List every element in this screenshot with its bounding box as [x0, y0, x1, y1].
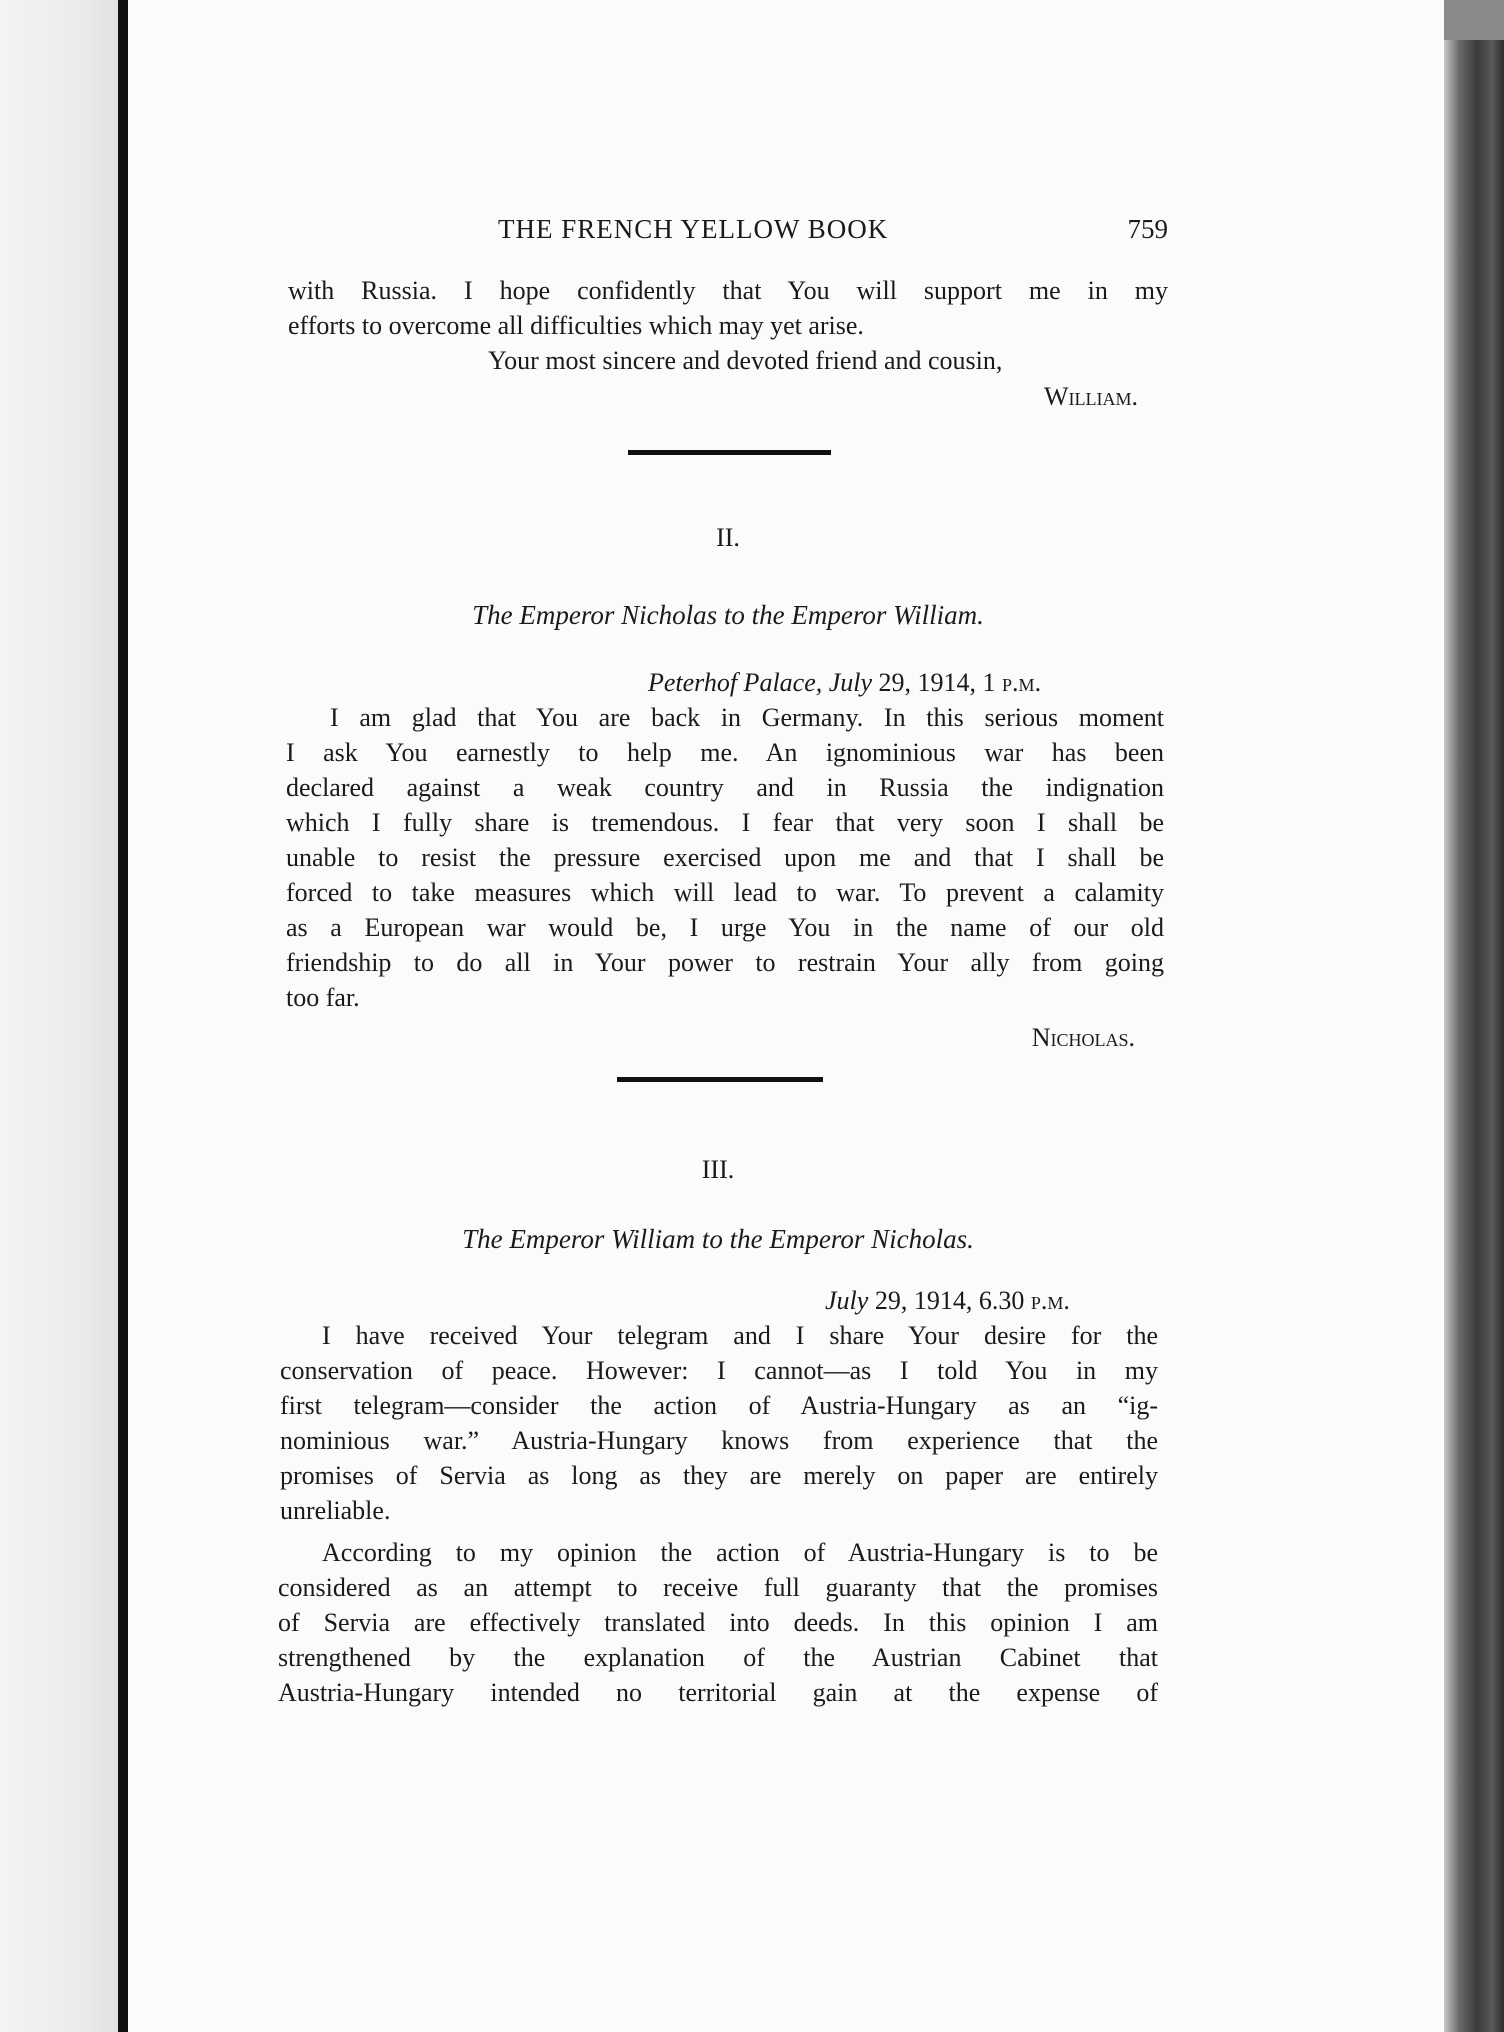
section3-p2-line-1: According to my opinion the action of Austria-Hungary is to be: [322, 1538, 1158, 1567]
section3-p2-line-2: considered as an attempt to receive full guaranty that the promises: [278, 1573, 1158, 1602]
section3-p1-line-5: promises of Servia as long as they are merely on paper are entirely: [280, 1461, 1158, 1490]
left-page-edge: [0, 0, 118, 2032]
letter1-closing: Your most sincere and devoted friend and cousin,: [488, 346, 1003, 375]
right-edge-top: [1444, 0, 1504, 40]
section3-p2-line-4: strengthened by the explanation of the Austrian Cabinet that: [278, 1643, 1158, 1672]
section3-p1-line-1: I have received Your telegram and I share Your desire for the: [322, 1321, 1158, 1350]
section2-dateline-place: Peterhof Palace, July: [648, 668, 873, 697]
section3-p2-line-5: Austria-Hungary intended no territorial gain at the expense of: [278, 1678, 1158, 1707]
section2-line-7: as a European war would be, I urge You in the name of our old: [286, 913, 1164, 942]
section2-number: II.: [716, 523, 740, 552]
section2-line-4: which I fully share is tremendous. I fear that very soon I shall be: [286, 808, 1164, 837]
page-number: 759: [1127, 214, 1168, 244]
section-divider-2: [617, 1077, 823, 1082]
section2-line-3: declared against a weak country and in Russia the indignation: [286, 773, 1164, 802]
section2-dateline-time: p.m.: [1002, 668, 1042, 697]
section2-last-line: too far.: [286, 983, 360, 1012]
binding-shadow: [118, 0, 128, 2032]
section3-dateline-place: July: [825, 1286, 869, 1315]
section3-heading: The Emperor William to the Emperor Nicholas.: [462, 1224, 974, 1254]
section2-dateline-date: 29, 1914, 1: [878, 668, 996, 697]
section3-p1-line-3: first telegram—consider the action of Austria-Hungary as an “ig-: [280, 1391, 1158, 1420]
section3-dateline-date: 29, 1914, 6.30: [874, 1286, 1025, 1315]
section3-p1-line-2: conservation of peace. However: I cannot—as I told You in my: [280, 1356, 1158, 1385]
section3-p1-line-4: nominious war.” Austria-Hungary knows from experience that the: [280, 1426, 1158, 1455]
section2-dateline: [648, 665, 1041, 700]
letter1-line-2: efforts to overcome all difficulties which may yet arise.: [288, 311, 864, 340]
section2-line-5: unable to resist the pressure exercised upon me and that I shall be: [286, 843, 1164, 872]
running-title: THE FRENCH YELLOW BOOK: [498, 214, 889, 244]
section2-line-8: friendship to do all in Your power to restrain Your ally from going: [286, 948, 1164, 977]
section2-signature: Nicholas.: [1031, 1023, 1135, 1052]
section3-dateline-time: p.m.: [1030, 1286, 1070, 1315]
section2-line-2: I ask You earnestly to help me. An ignominious war has been: [286, 738, 1164, 767]
section3-number: III.: [701, 1155, 735, 1184]
running-header: [288, 212, 1168, 252]
section2-line-1: I am glad that You are back in Germany. In this serious moment: [330, 703, 1164, 732]
letter1-signature: William.: [1043, 382, 1138, 411]
letter1-line-1: with Russia. I hope confidently that You will support me in my: [288, 276, 1168, 305]
section3-p1-last-line: unreliable.: [280, 1496, 391, 1525]
section2-heading: The Emperor Nicholas to the Emperor William.: [472, 600, 984, 630]
section3-dateline: [825, 1283, 1070, 1318]
section-divider-1: [628, 450, 831, 455]
right-page-edge: [1444, 0, 1504, 2032]
section2-line-6: forced to take measures which will lead to war. To prevent a calamity: [286, 878, 1164, 907]
section3-p2-line-3: of Servia are effectively translated into deeds. In this opinion I am: [278, 1608, 1158, 1637]
